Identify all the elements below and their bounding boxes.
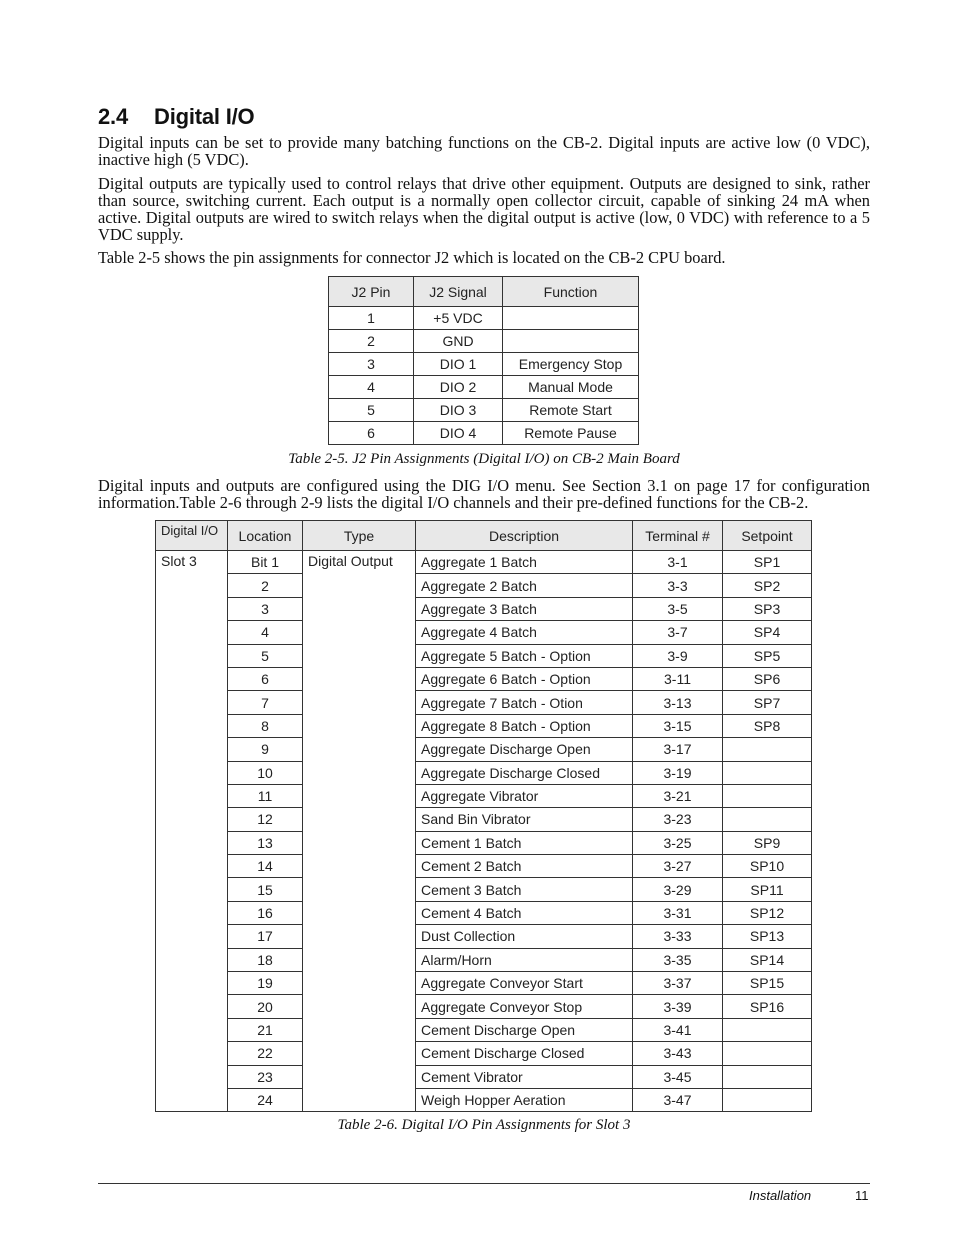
description-cell: Cement Discharge Open xyxy=(416,1018,633,1041)
table-header-row xyxy=(156,521,812,551)
column-header: Type xyxy=(303,521,416,551)
setpoint-cell: SP2 xyxy=(723,574,812,597)
column-header: J2 Pin xyxy=(329,277,414,307)
location-cell: 13 xyxy=(228,831,303,854)
table-row xyxy=(156,551,812,574)
terminal-cell: 3-19 xyxy=(633,761,723,784)
location-cell: 16 xyxy=(228,901,303,924)
table-cell: DIO 2 xyxy=(414,376,503,399)
j2-pin-table xyxy=(328,276,639,445)
description-cell: Aggregate Discharge Open xyxy=(416,738,633,761)
description-cell: Aggregate 6 Batch - Option xyxy=(416,667,633,690)
setpoint-cell xyxy=(723,1065,812,1088)
table-row xyxy=(156,948,812,971)
description-cell: Cement 1 Batch xyxy=(416,831,633,854)
location-cell: 10 xyxy=(228,761,303,784)
terminal-cell: 3-15 xyxy=(633,714,723,737)
table-row xyxy=(156,901,812,924)
location-cell: 17 xyxy=(228,925,303,948)
terminal-cell: 3-41 xyxy=(633,1018,723,1041)
table-cell: GND xyxy=(414,330,503,353)
type-cell: Digital Output xyxy=(303,551,416,1112)
setpoint-cell xyxy=(723,1042,812,1065)
footer-section-name: Installation xyxy=(749,1188,812,1203)
table-row xyxy=(156,691,812,714)
description-cell: Aggregate Conveyor Stop xyxy=(416,995,633,1018)
location-cell: 8 xyxy=(228,714,303,737)
page-number: 11 xyxy=(855,1188,869,1203)
column-header: J2 Signal xyxy=(414,277,503,307)
table-row xyxy=(156,644,812,667)
setpoint-cell: SP10 xyxy=(723,855,812,878)
table-row xyxy=(156,621,812,644)
column-header: Description xyxy=(416,521,633,551)
location-cell: 2 xyxy=(228,574,303,597)
table-row xyxy=(329,353,639,376)
location-cell: 24 xyxy=(228,1088,303,1111)
terminal-cell: 3-25 xyxy=(633,831,723,854)
slot3-io-table xyxy=(155,520,812,1112)
location-cell: 11 xyxy=(228,784,303,807)
terminal-cell: 3-27 xyxy=(633,855,723,878)
description-cell: Aggregate 4 Batch xyxy=(416,621,633,644)
location-cell: 20 xyxy=(228,995,303,1018)
table-row xyxy=(329,330,639,353)
terminal-cell: 3-5 xyxy=(633,597,723,620)
terminal-cell: 3-3 xyxy=(633,574,723,597)
setpoint-cell: SP7 xyxy=(723,691,812,714)
table-cell: 3 xyxy=(329,353,414,376)
table-cell: 6 xyxy=(329,422,414,445)
location-cell: 15 xyxy=(228,878,303,901)
table-row xyxy=(156,738,812,761)
table-caption: Table 2-6. Digital I/O Pin Assignments for Slot 3 xyxy=(337,1117,631,1133)
setpoint-cell xyxy=(723,1018,812,1041)
location-cell: 18 xyxy=(228,948,303,971)
location-cell: 4 xyxy=(228,621,303,644)
location-cell: Bit 1 xyxy=(228,551,303,574)
slot-cell: Slot 3 xyxy=(156,551,228,1112)
setpoint-cell: SP16 xyxy=(723,995,812,1018)
table-row xyxy=(156,972,812,995)
table-row xyxy=(156,714,812,737)
terminal-cell: 3-7 xyxy=(633,621,723,644)
terminal-cell: 3-23 xyxy=(633,808,723,831)
setpoint-cell: SP9 xyxy=(723,831,812,854)
location-cell: 19 xyxy=(228,972,303,995)
terminal-cell: 3-35 xyxy=(633,948,723,971)
table-row xyxy=(329,422,639,445)
column-header: Digital I/O xyxy=(156,521,228,551)
location-cell: 7 xyxy=(228,691,303,714)
description-cell: Aggregate 5 Batch - Option xyxy=(416,644,633,667)
description-cell: Cement Vibrator xyxy=(416,1065,633,1088)
description-cell: Aggregate 8 Batch - Option xyxy=(416,714,633,737)
terminal-cell: 3-29 xyxy=(633,878,723,901)
location-cell: 5 xyxy=(228,644,303,667)
table-row xyxy=(156,808,812,831)
location-cell: 22 xyxy=(228,1042,303,1065)
setpoint-cell: SP3 xyxy=(723,597,812,620)
table-row xyxy=(329,376,639,399)
table-row xyxy=(156,995,812,1018)
paragraph-digital-inputs: Digital inputs can be set to provide many batching functions on the CB-2. Digital inputs are active low (0 VDC), inactive high (5 VDC). xyxy=(98,133,870,169)
description-cell: Cement 4 Batch xyxy=(416,901,633,924)
column-header: Function xyxy=(503,277,639,307)
setpoint-cell xyxy=(723,738,812,761)
terminal-cell: 3-11 xyxy=(633,667,723,690)
description-cell: Aggregate 7 Batch - Otion xyxy=(416,691,633,714)
table-cell: DIO 3 xyxy=(414,399,503,422)
table-row xyxy=(156,597,812,620)
setpoint-cell xyxy=(723,808,812,831)
description-cell: Alarm/Horn xyxy=(416,948,633,971)
terminal-cell: 3-17 xyxy=(633,738,723,761)
table-row xyxy=(156,761,812,784)
description-cell: Cement 3 Batch xyxy=(416,878,633,901)
setpoint-cell: SP11 xyxy=(723,878,812,901)
table-cell: 4 xyxy=(329,376,414,399)
location-cell: 9 xyxy=(228,738,303,761)
terminal-cell: 3-31 xyxy=(633,901,723,924)
table-cell: Remote Start xyxy=(503,399,639,422)
table-cell: 1 xyxy=(329,307,414,330)
terminal-cell: 3-33 xyxy=(633,925,723,948)
description-cell: Sand Bin Vibrator xyxy=(416,808,633,831)
description-cell: Dust Collection xyxy=(416,925,633,948)
terminal-cell: 3-45 xyxy=(633,1065,723,1088)
table-cell: Remote Pause xyxy=(503,422,639,445)
terminal-cell: 3-43 xyxy=(633,1042,723,1065)
description-cell: Cement Discharge Closed xyxy=(416,1042,633,1065)
paragraph-digital-outputs: Digital outputs are typically used to control relays that drive other equipment. Outputs are designed to sink, rather than source, switching current. Each output is a normally open collector circuit, capable of sinking 24 mA when active. Digital outputs are wired to switch relays when the digital output is active (low, 0 VDC) with reference to a 5 VDC supply. xyxy=(98,174,870,244)
description-cell: Weigh Hopper Aeration xyxy=(416,1088,633,1111)
table-row xyxy=(156,1018,812,1041)
column-header: Terminal # xyxy=(633,521,723,551)
setpoint-cell: SP5 xyxy=(723,644,812,667)
setpoint-cell: SP1 xyxy=(723,551,812,574)
terminal-cell: 3-9 xyxy=(633,644,723,667)
description-cell: Aggregate 3 Batch xyxy=(416,597,633,620)
description-cell: Aggregate Vibrator xyxy=(416,784,633,807)
table-cell: Emergency Stop xyxy=(503,353,639,376)
description-cell: Aggregate Conveyor Start xyxy=(416,972,633,995)
table-row xyxy=(156,1042,812,1065)
paragraph-configuration: Digital inputs and outputs are configured using the DIG I/O menu. See Section 3.1 on page 17 for configuration information.Table 2-6 through 2-9 lists the digital I/O channels and their pre-defined functions for the CB-2. xyxy=(98,476,870,512)
section-heading xyxy=(98,104,254,130)
location-cell: 12 xyxy=(228,808,303,831)
terminal-cell: 3-47 xyxy=(633,1088,723,1111)
setpoint-cell: SP4 xyxy=(723,621,812,644)
terminal-cell: 3-21 xyxy=(633,784,723,807)
table-row xyxy=(156,574,812,597)
location-cell: 23 xyxy=(228,1065,303,1088)
location-cell: 14 xyxy=(228,855,303,878)
footer-rule xyxy=(98,1183,870,1184)
column-header: Location xyxy=(228,521,303,551)
table-cell: DIO 1 xyxy=(414,353,503,376)
paragraph-table-intro: Table 2-5 shows the pin assignments for connector J2 which is located on the CB-2 CPU board. xyxy=(98,248,726,267)
table-row xyxy=(156,1065,812,1088)
table-cell: 5 xyxy=(329,399,414,422)
location-cell: 3 xyxy=(228,597,303,620)
location-cell: 6 xyxy=(228,667,303,690)
setpoint-cell xyxy=(723,761,812,784)
setpoint-cell: SP15 xyxy=(723,972,812,995)
table-cell xyxy=(503,330,639,353)
setpoint-cell xyxy=(723,1088,812,1111)
table-header-row xyxy=(329,277,639,307)
table-row xyxy=(156,784,812,807)
description-cell: Aggregate 1 Batch xyxy=(416,551,633,574)
column-header: Setpoint xyxy=(723,521,812,551)
setpoint-cell: SP12 xyxy=(723,901,812,924)
setpoint-cell: SP8 xyxy=(723,714,812,737)
terminal-cell: 3-39 xyxy=(633,995,723,1018)
table-cell: +5 VDC xyxy=(414,307,503,330)
section-number: 2.4 xyxy=(98,104,128,129)
setpoint-cell: SP6 xyxy=(723,667,812,690)
table-row xyxy=(156,831,812,854)
table-row xyxy=(329,307,639,330)
setpoint-cell xyxy=(723,784,812,807)
table-cell xyxy=(503,307,639,330)
table-row xyxy=(156,855,812,878)
table-cell: 2 xyxy=(329,330,414,353)
setpoint-cell: SP13 xyxy=(723,925,812,948)
table-caption: Table 2-5. J2 Pin Assignments (Digital I/O) on CB-2 Main Board xyxy=(288,451,680,467)
description-cell: Aggregate Discharge Closed xyxy=(416,761,633,784)
terminal-cell: 3-1 xyxy=(633,551,723,574)
table-cell: Manual Mode xyxy=(503,376,639,399)
table-row xyxy=(156,1088,812,1111)
setpoint-cell: SP14 xyxy=(723,948,812,971)
table-row xyxy=(156,925,812,948)
section-title: Digital I/O xyxy=(154,104,255,129)
terminal-cell: 3-13 xyxy=(633,691,723,714)
location-cell: 21 xyxy=(228,1018,303,1041)
table-row xyxy=(329,399,639,422)
terminal-cell: 3-37 xyxy=(633,972,723,995)
table-row xyxy=(156,878,812,901)
description-cell: Cement 2 Batch xyxy=(416,855,633,878)
table-row xyxy=(156,667,812,690)
table-cell: DIO 4 xyxy=(414,422,503,445)
description-cell: Aggregate 2 Batch xyxy=(416,574,633,597)
